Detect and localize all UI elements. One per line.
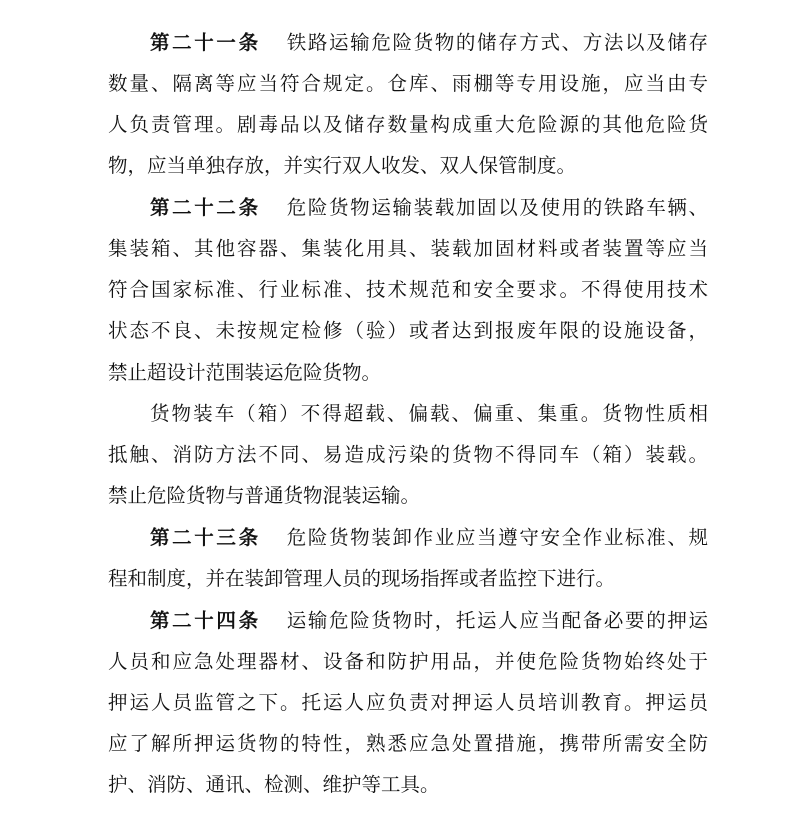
article-21-line-3: 人负责管理。剧毒品以及储存数量构成重大危险源的其他危险货: [108, 113, 708, 136]
article-22-text-1: 危险货物运输装载加固以及使用的铁路车辆、: [286, 196, 708, 219]
article-21-text-1: 铁路运输危险货物的储存方式、方法以及储存: [286, 31, 708, 54]
article-24-line-2: 人员和应急处理器材、设备和防护用品，并使危险货物始终处于: [108, 650, 708, 673]
article-23-text-1: 危险货物装卸作业应当遵守安全作业标准、规: [286, 526, 708, 549]
article-24-line-5: 护、消防、通讯、检测、维护等工具。: [108, 773, 440, 796]
article-21-line-2: 数量、隔离等应当符合规定。仓库、雨棚等专用设施，应当由专: [108, 72, 708, 95]
article-24-line-4: 应了解所押运货物的特性，熟悉应急处置措施，携带所需安全防: [108, 732, 708, 755]
article-24-line-1: [150, 600, 708, 641]
article-22-line-1: [150, 187, 708, 228]
article-24-line-3: 押运人员监管之下。托运人应负责对押运人员培训教育。押运员: [108, 691, 708, 714]
article-22-para2-line-3: 禁止危险货物与普通货物混装运输。: [108, 484, 421, 507]
article-24-text-1: 运输危险货物时，托运人应当配备必要的押运: [286, 609, 708, 632]
article-21-line-4: 物，应当单独存放，并实行双人收发、双人保管制度。: [108, 154, 577, 177]
article-22-line-5: 禁止超设计范围装运危险货物。: [108, 361, 382, 384]
article-24-label: 第二十四条: [150, 609, 261, 632]
article-21-line-1: [150, 22, 708, 63]
article-22-para2-line-2: 抵触、消防方法不同、易造成污染的货物不得同车（箱）装载。: [108, 443, 708, 466]
article-22-para2-line-1: 货物装车（箱）不得超载、偏载、偏重、集重。货物性质相: [150, 402, 708, 425]
article-22-line-4: 状态不良、未按规定检修（验）或者达到报废年限的设施设备，: [108, 319, 708, 342]
article-23-label: 第二十三条: [150, 526, 261, 549]
article-23-line-2: 程和制度，并在装卸管理人员的现场指挥或者监控下进行。: [108, 567, 616, 590]
article-23-line-1: [150, 517, 708, 558]
article-21-label: 第二十一条: [150, 31, 261, 54]
article-22-label: 第二十二条: [150, 196, 261, 219]
article-22-line-3: 符合国家标准、行业标准、技术规范和安全要求。不得使用技术: [108, 278, 708, 301]
article-22-line-2: 集装箱、其他容器、集装化用具、装载加固材料或者装置等应当: [108, 237, 708, 260]
